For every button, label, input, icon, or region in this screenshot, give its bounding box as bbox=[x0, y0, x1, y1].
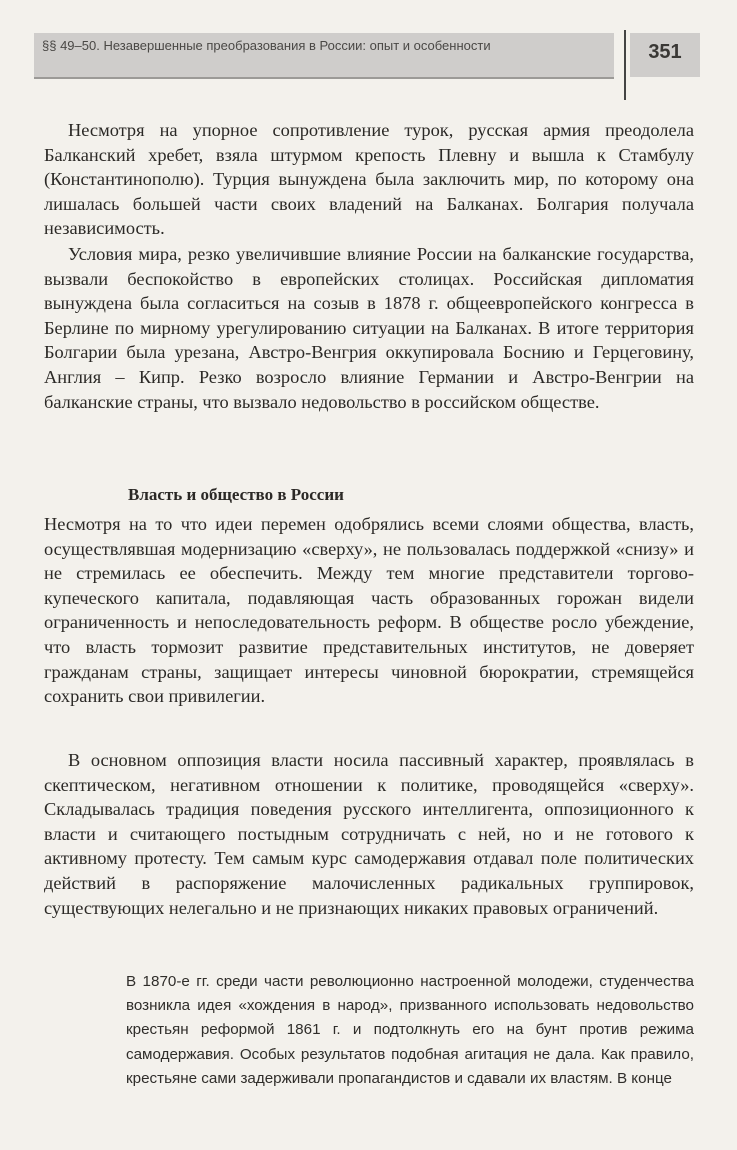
page-number-box bbox=[630, 33, 700, 77]
section-heading: Власть и общество в России bbox=[128, 485, 344, 504]
sidebar-note: В 1870-е гг. среди части революционно настроенной молодежи, студенчества возникла идея «хождения в народ», призванного использовать недовольство крестьян реформой 1861 г. и подтолкнуть его на бунт против режима самодержавия. Особых результатов подобная агитация не дала. Как правило, крестьяне сами задерживали пропагандистов и сдавали их властям. В конце bbox=[126, 973, 694, 1087]
header-divider bbox=[624, 30, 626, 100]
running-header bbox=[34, 33, 614, 79]
paragraph-2: Условия мира, резко увеличившие влияние России на балканские государства, вызвали беспокойство в европейских столицах. Российская дипломатия вынуждена была согласиться на созыв в 1878 г. общеевропейского конгресса в Берлине по мирному урегулированию ситуации на Балканах. В итоге территория Болгарии была урезана, Австро-Венгрия оккупировала Боснию и Герцеговину, Англия – Кипр. Резко возросло влияние Германии и Австро-Венгрии на балканские страны, что вызвало недовольство в российском обществе. bbox=[44, 244, 694, 412]
section-paragraph-1: Несмотря на то что идеи перемен одобрялись всеми слоями общества, власть, осуществлявшая модернизацию «сверху», не пользовалась поддержкой «снизу» и не стремилась ее обеспечить. Между тем многие представители торгово-купеческого капитала, подавляющая часть образованных горожан видели ограниченность и непоследовательность реформ. В обществе росло убеждение, что власть тормозит развитие представительных институтов, не доверяет гражданам страны, защищает интересы чиновной бюрократии, стремящейся сохранить свои привилегии. bbox=[44, 514, 694, 707]
page-number: 351 bbox=[648, 41, 682, 63]
paragraph-1: Несмотря на упорное сопротивление турок, русская армия преодолела Балканский хребет, взяла штурмом крепость Плевну и вышла к Стамбулу (Константинополю). Турция вынуждена была заключить мир, по которому она лишалась большей части своих владений на Балканах. Болгария получала независимость. bbox=[44, 120, 694, 239]
running-header-title: §§ 49–50. Незавершенные преобразования в России: опыт и особенности bbox=[42, 38, 491, 53]
section-paragraph-2: В основном оппозиция власти носила пассивный характер, проявлялась в скептическом, негативном отношении к политике, проводящейся «сверху». Складывалась традиция поведения русского интеллигента, оппозиционного к власти и считающего постыдным сотрудничать с ней, но и не готового к активному протесту. Тем самым курс самодержавия отдавал поле политических действий в распоряжение малочисленных радикальных группировок, существующих нелегально и не признающих никаких правовых ограничений. bbox=[44, 750, 694, 918]
